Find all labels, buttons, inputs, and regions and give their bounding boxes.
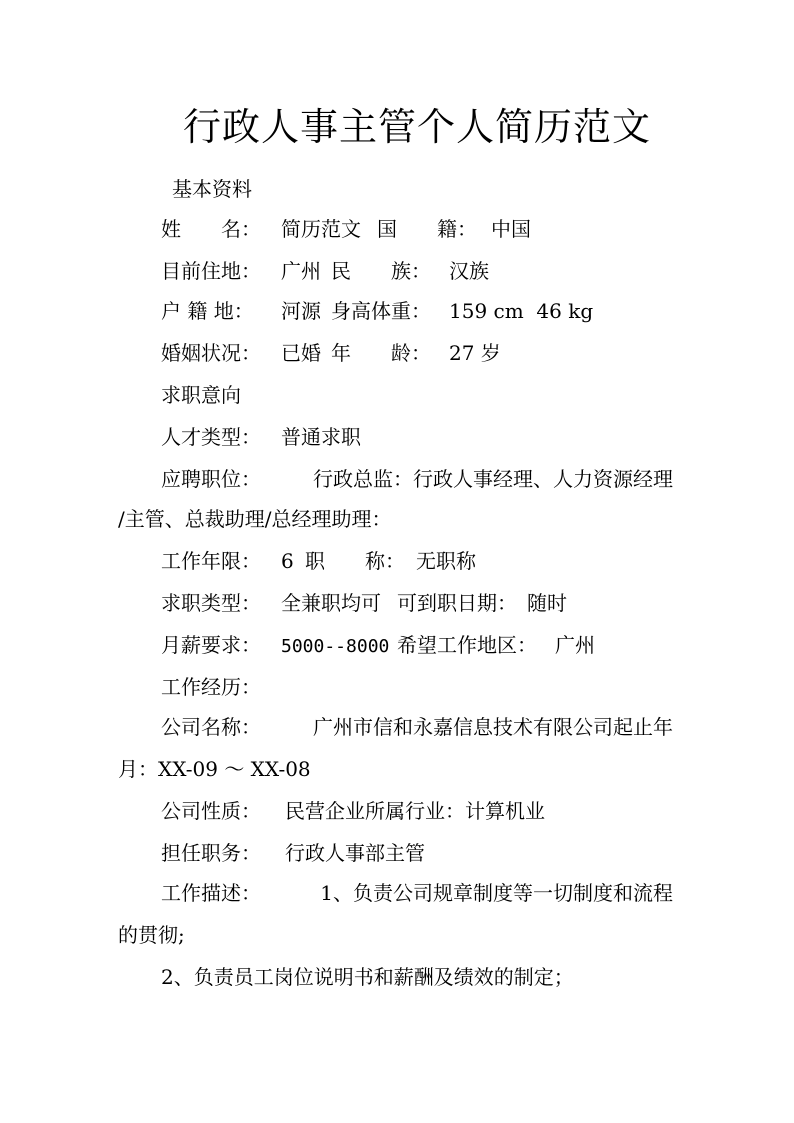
- company-nature-row: [161, 798, 545, 824]
- residence-value: 广州: [281, 259, 321, 283]
- basic-info-heading: 基本资料: [172, 177, 252, 201]
- height-weight-value: 159 cm 46 kg: [449, 299, 594, 323]
- company-nature-label: 公司性质：: [161, 799, 261, 823]
- position-label: 应聘职位：: [161, 467, 261, 491]
- work-description-line2: 的贯彻;: [118, 923, 185, 947]
- work-description-row: [161, 880, 673, 906]
- marital-age-row: [161, 340, 501, 366]
- company-value-line1: 广州市信和永嘉信息技术有限公司起止年: [313, 715, 673, 739]
- hukou-height-row: [161, 298, 593, 324]
- job-type-label: 求职类型：: [161, 591, 261, 615]
- work-description-line3: 2、负责员工岗位说明书和薪酬及绩效的制定；: [161, 965, 574, 989]
- work-location-label: 希望工作地区：: [397, 633, 537, 657]
- ethnicity-label: 民 族：: [331, 259, 431, 283]
- work-location-value: 广州: [555, 633, 595, 657]
- years-value: 6: [281, 549, 294, 573]
- duty-label: 担任职务：: [161, 841, 261, 865]
- marital-label: 婚姻状况：: [161, 341, 261, 365]
- duty-row: [161, 840, 425, 866]
- start-date-label: 可到职日期：: [397, 591, 517, 615]
- salary-value: 5000--8000: [281, 636, 390, 657]
- company-row: [161, 714, 673, 740]
- hukou-value: 河源: [281, 299, 321, 323]
- talent-type-label: 人才类型：: [161, 425, 261, 449]
- residence-ethnicity-row: [161, 258, 489, 284]
- job-type-row: [161, 590, 567, 616]
- name-label: 姓 名：: [161, 217, 261, 241]
- job-type-value: 全兼职均可: [281, 591, 381, 615]
- nationality-label: 国 籍：: [377, 217, 477, 241]
- experience-heading: 工作经历：: [161, 675, 261, 699]
- talent-type-row: [161, 424, 361, 450]
- hukou-label: 户 籍 地：: [161, 299, 254, 323]
- work-description-label: 工作描述：: [161, 881, 261, 905]
- company-nature-value: 民营企业所属行业：计算机业: [285, 799, 545, 823]
- work-description-line1: 1、负责公司规章制度等一切制度和流程: [320, 881, 673, 905]
- salary-row: [161, 632, 595, 660]
- title-label: 职 称：: [305, 549, 405, 573]
- name-nationality-row: [161, 216, 531, 242]
- company-label: 公司名称：: [161, 715, 261, 739]
- years-title-row: [161, 548, 476, 574]
- talent-type-value: 普通求职: [281, 425, 361, 449]
- duty-value: 行政人事部主管: [285, 841, 425, 865]
- years-label: 工作年限：: [161, 549, 261, 573]
- position-value-line2: /主管、总裁助理/总经理助理：: [118, 507, 392, 531]
- age-value: 27 岁: [449, 341, 501, 365]
- height-weight-label: 身高体重：: [331, 299, 431, 323]
- title-value: 无职称: [416, 549, 476, 573]
- residence-label: 目前住地：: [161, 259, 261, 283]
- page-title: 行政人事主管个人简历范文: [182, 105, 651, 149]
- marital-value: 已婚: [281, 341, 321, 365]
- name-value: 简历范文: [281, 217, 361, 241]
- company-period: 月：XX-09 ～ XX-08: [118, 757, 311, 781]
- age-label: 年 龄：: [331, 341, 431, 365]
- start-date-value: 随时: [527, 591, 567, 615]
- position-row: [161, 466, 673, 492]
- position-value-line1: 行政总监：行政人事经理、人力资源经理: [313, 467, 673, 491]
- salary-label: 月薪要求：: [161, 633, 261, 657]
- intention-heading: 求职意向: [161, 383, 241, 407]
- nationality-value: 中国: [491, 217, 531, 241]
- ethnicity-value: 汉族: [449, 259, 489, 283]
